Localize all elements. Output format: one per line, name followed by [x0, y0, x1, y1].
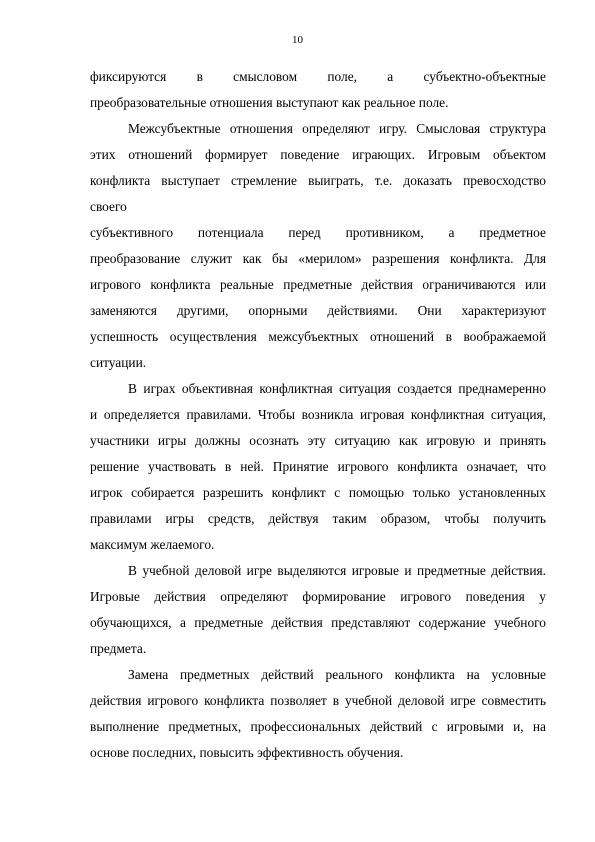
text-line: основе последних, повысить эффективность обучения. [90, 745, 404, 760]
text-line: заменяются другими, опорными действиями. Они характеризуют [90, 303, 546, 318]
text-line: правилами игры средств, действуя таким образом, чтобы получить [90, 511, 546, 526]
text-line: В учебной деловой игре выделяются игровые и предметные действия. [128, 563, 546, 578]
text-line: игрового конфликта реальные предметные действия ограничиваются или [90, 277, 546, 292]
text-line: максимум желаемого. [90, 537, 215, 552]
text-line: успешность осуществления межсубъектных отношений в воображаемой [90, 329, 546, 344]
text-line: фиксируются в смысловом поле, а субъектно-объектные [90, 69, 546, 84]
text-line: Межсубъектные отношения определяют игру. Смысловая структура [128, 121, 546, 136]
text-line: Игровые действия определяют формирование игрового поведения у [90, 589, 546, 604]
text-line: ситуации. [90, 355, 147, 370]
text-line: предмета. [90, 641, 147, 656]
text-line: конфликта выступает стремление выиграть, т.е. доказать превосходство [90, 173, 546, 188]
text-line: и определяется правилами. Чтобы возникла игровая конфликтная ситуация, [90, 407, 546, 422]
text-line: преобразование служит как бы «мерилом» разрешения конфликта. Для [90, 251, 546, 266]
text-line: участники игры должны осознать эту ситуацию как игровую и принять [90, 433, 546, 448]
text-line: решение участвовать в ней. Принятие игрового конфликта означает, что [90, 459, 546, 474]
text-line: этих отношений формирует поведение играющих. Игровым объектом [90, 147, 546, 162]
text-line: Замена предметных действий реального конфликта на условные [128, 667, 546, 682]
text-line: преобразовательные отношения выступают как реальное поле. [90, 95, 449, 110]
text-line: обучающихся, а предметные действия представляют содержание учебного [90, 615, 546, 630]
document-body [90, 64, 546, 766]
text-line: субъективного потенциала перед противником, а предметное [90, 225, 546, 240]
text-line: своего [90, 199, 127, 214]
text-line: В играх объективная конфликтная ситуация создается преднамеренно [128, 381, 546, 396]
text-line: игрок собирается разрешить конфликт с помощью только установленных [90, 485, 546, 500]
page-number: 10 [292, 34, 303, 46]
text-line: выполнение предметных, профессиональных действий с игровыми и, на [90, 719, 546, 734]
text-line: действия игрового конфликта позволяет в учебной деловой игре совместить [90, 693, 546, 708]
